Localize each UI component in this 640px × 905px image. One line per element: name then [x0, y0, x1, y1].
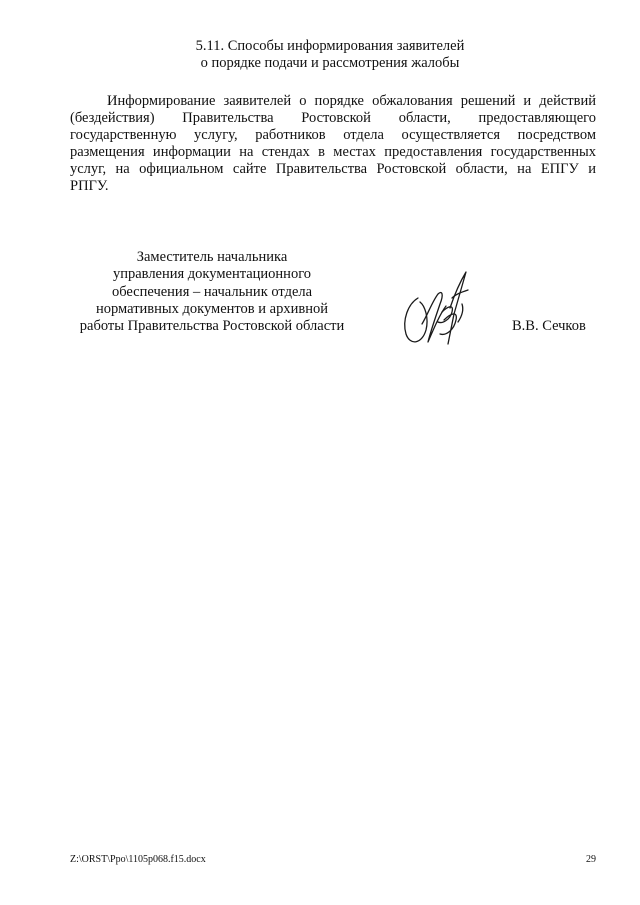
signer-position-line: управления документационного — [112, 266, 312, 283]
section-heading — [60, 38, 600, 72]
signer-position — [66, 249, 358, 335]
body-line: (бездействия) Правительства Ростовской области, предоставляющего — [70, 110, 596, 126]
body-line: размещения информации на стендах в местах предоставления государственных — [70, 144, 596, 160]
signer-name: В.В. Сечков — [512, 318, 586, 334]
body-line: РПГУ. — [70, 178, 109, 194]
signer-position-line: обеспечения – начальник отдела — [111, 283, 313, 300]
section-heading-line-1: 5.11. Способы информирования заявителей — [195, 38, 465, 54]
handwritten-signature — [398, 268, 472, 350]
signer-position-line: работы Правительства Ростовской области — [79, 318, 345, 335]
body-paragraph — [70, 93, 596, 195]
body-line: услуг, на официальном сайте Правительства Ростовской области, на ЕПГУ и — [70, 161, 596, 177]
body-line: Информирование заявителей о порядке обжалования решений и действий — [107, 93, 596, 109]
signer-position-line: нормативных документов и архивной — [96, 300, 328, 317]
page-number: 29 — [586, 854, 596, 865]
section-heading-line-2: о порядке подачи и рассмотрения жалобы — [200, 55, 460, 71]
body-line: государственную услугу, работников отдела осуществляется посредством — [70, 127, 596, 143]
signer-position-line: Заместитель начальника — [136, 249, 288, 265]
footer-file-path: Z:\ORST\Ppo\1105p068.f15.docx — [70, 854, 206, 865]
